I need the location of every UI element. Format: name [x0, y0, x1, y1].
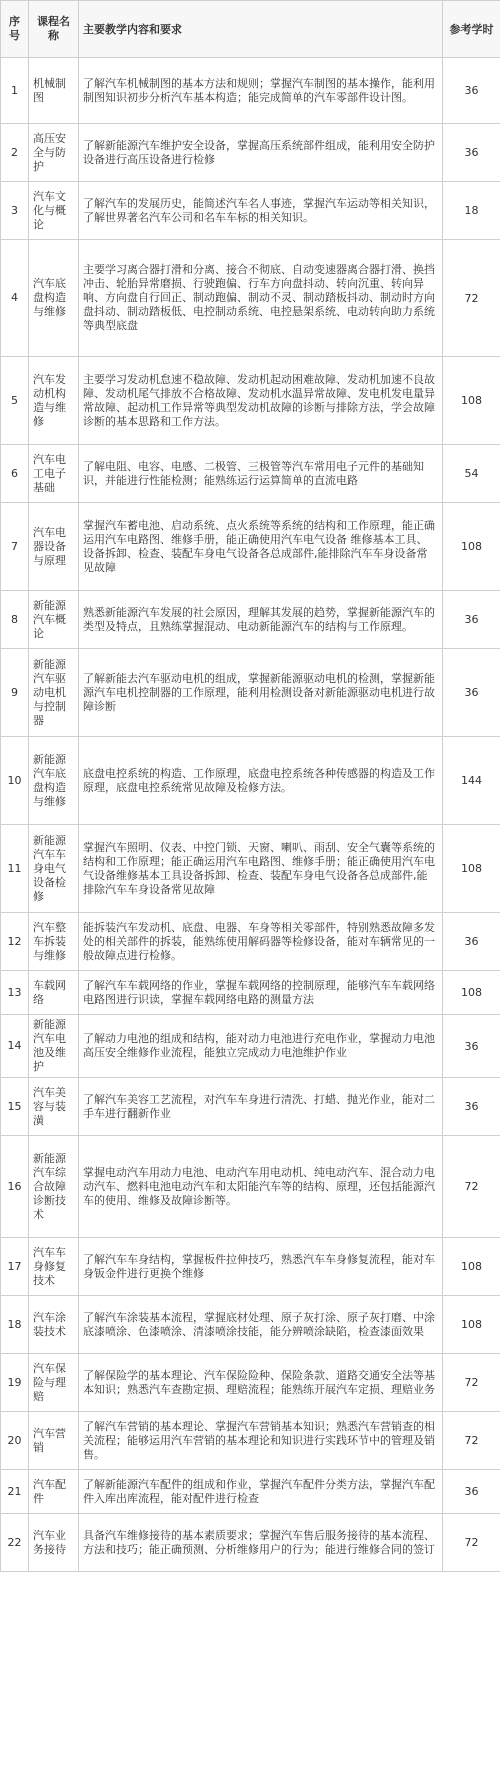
row-number: 11	[1, 825, 29, 913]
table-row	[1, 825, 500, 913]
row-number: 3	[1, 182, 29, 240]
row-number: 15	[1, 1078, 29, 1136]
table-row	[1, 1514, 500, 1572]
course-hours: 36	[443, 913, 500, 971]
row-number: 6	[1, 445, 29, 503]
course-name: 汽车业务接待	[29, 1514, 79, 1572]
course-name: 汽车电器设备与原理	[29, 503, 79, 591]
course-name: 汽车涂装技术	[29, 1296, 79, 1354]
course-name: 汽车发动机构造与维修	[29, 357, 79, 445]
course-content: 了解新能去汽车驱动电机的组成，掌握新能源驱动电机的检测，掌握新能源汽车电机控制器的工作原理，能利用检测设备对新能源驱动电机进行故障诊断	[79, 649, 443, 737]
course-content: 了解汽车机械制图的基本方法和规则；掌握汽车制图的基本操作，能利用制图知识初步分析汽车基本构造；能完成简单的汽车零部件设计图。	[79, 58, 443, 124]
course-content: 具备汽车维修接待的基本素质要求；掌握汽车售后服务接待的基本流程、方法和技巧；能正确预测、分析维修用户的行为；能进行维修合同的签订	[79, 1514, 443, 1572]
table-row	[1, 913, 500, 971]
course-name: 新能源汽车综合故障诊断技术	[29, 1136, 79, 1238]
course-hours: 108	[443, 503, 500, 591]
course-content: 掌握汽车照明、仪表、中控门锁、天窗、喇叭、雨刮、安全气囊等系统的结构和工作原理；能正确运用汽车电路图、维修手册；能正确使用汽车电气设备维修基本工具设备拆卸、检查、装配车身电气设备各总成部件,能排除汽车车身设备常见故障	[79, 825, 443, 913]
row-number: 8	[1, 591, 29, 649]
row-number: 20	[1, 1412, 29, 1470]
table-row	[1, 1015, 500, 1078]
course-name: 新能源汽车概论	[29, 591, 79, 649]
table-row	[1, 649, 500, 737]
table-row	[1, 357, 500, 445]
course-content: 掌握电动汽车用动力电池、电动汽车用电动机、纯电动汽车、混合动力电动汽车、燃料电池电动汽车和太阳能汽车等的结构、原理，还包括能源汽车的使用、维修及故障诊断等。	[79, 1136, 443, 1238]
course-hours: 54	[443, 445, 500, 503]
table-row	[1, 1238, 500, 1296]
course-name: 汽车保险与理赔	[29, 1354, 79, 1412]
course-hours: 72	[443, 1136, 500, 1238]
course-content: 了解汽车涂装基本流程，掌握底材处理、原子灰打涂、原子灰打磨、中涂底漆喷涂、色漆喷涂、清漆喷涂技能，能分辨喷涂缺陷，检查漆面效果	[79, 1296, 443, 1354]
table-row	[1, 445, 500, 503]
table-row	[1, 1296, 500, 1354]
row-number: 2	[1, 124, 29, 182]
course-hours: 72	[443, 1514, 500, 1572]
header-content: 主要教学内容和要求	[79, 1, 443, 58]
table-row	[1, 971, 500, 1015]
course-hours: 36	[443, 58, 500, 124]
course-content: 了解动力电池的组成和结构，能对动力电池进行充电作业，掌握动力电池高压安全维修作业流程，能独立完成动力电池维护作业	[79, 1015, 443, 1078]
row-number: 5	[1, 357, 29, 445]
course-hours: 108	[443, 825, 500, 913]
row-number: 21	[1, 1470, 29, 1514]
course-name: 汽车文化与概论	[29, 182, 79, 240]
course-hours: 108	[443, 1238, 500, 1296]
header-hours: 参考学时	[443, 1, 500, 58]
course-hours: 36	[443, 591, 500, 649]
course-content: 了解保险学的基本理论、汽车保险险种、保险条款、道路交通安全法等基本知识；熟悉汽车查勘定损、理赔流程；能熟练开展汽车定损、理赔业务	[79, 1354, 443, 1412]
table-row	[1, 182, 500, 240]
course-content: 主要学习离合器打滑和分离、接合不彻底、自动变速器离合器打滑、换挡冲击、轮胎异常磨损、行驶跑偏、行车方向盘抖动、转向沉重、转向异响、方向盘自行回正、制动跑偏、制动不灵、制动踏板抖动、制动时方向盘抖动、制动踏板低、电控制动系统、电控悬架系统、电动转向助力系统等典型底盘	[79, 240, 443, 357]
course-name: 汽车底盘构造与维修	[29, 240, 79, 357]
course-content: 熟悉新能源汽车发展的社会原因，理解其发展的趋势，掌握新能源汽车的类型及特点，且熟练掌握混动、电动新能源汽车的结构与工作原理。	[79, 591, 443, 649]
course-name: 新能源汽车车身电气设备检修	[29, 825, 79, 913]
course-name: 高压安全与防护	[29, 124, 79, 182]
course-hours: 144	[443, 737, 500, 825]
course-name: 新能源汽车驱动电机与控制器	[29, 649, 79, 737]
course-name: 新能源汽车底盘构造与维修	[29, 737, 79, 825]
course-content: 能拆装汽车发动机、底盘、电器、车身等相关零部件，特别熟悉故障多发处的相关部件的拆装，能熟练使用解码器等检修设备，能对车辆常见的一般故障点进行检修。	[79, 913, 443, 971]
course-content: 了解汽车营销的基本理论、掌握汽车营销基本知识；熟悉汽车营销查的相关流程；能够运用汽车营销的基本理论和知识进行实践环节中的管理及销售。	[79, 1412, 443, 1470]
course-name: 车载网络	[29, 971, 79, 1015]
course-hours: 36	[443, 1015, 500, 1078]
table-row	[1, 591, 500, 649]
course-content: 了解新能源汽车配件的组成和作业，掌握汽车配件分类方法，掌握汽车配件入库出库流程，能对配件进行检查	[79, 1470, 443, 1514]
table-row	[1, 58, 500, 124]
course-content: 了解汽车的发展历史，能简述汽车名人事迹，掌握汽车运动等相关知识，了解世界著名汽车公司和名车车标的相关知识。	[79, 182, 443, 240]
course-content: 主要学习发动机怠速不稳故障、发动机起动困难故障、发动机加速不良故障、发动机尾气排放不合格故障、发动机水温异常故障、发电机发电量异常故障、起动机工作异常等典型发动机故障的诊断与排除方法，学会故障诊断的基本思路和工作方法。	[79, 357, 443, 445]
course-hours: 72	[443, 1412, 500, 1470]
header-course-name: 课程名称	[29, 1, 79, 58]
course-name: 汽车整车拆装与维修	[29, 913, 79, 971]
course-name: 新能源汽车电池及维护	[29, 1015, 79, 1078]
course-name: 汽车电工电子基础	[29, 445, 79, 503]
course-content: 掌握汽车蓄电池、启动系统、点火系统等系统的结构和工作原理，能正确运用汽车电路图、维修手册，能正确使用汽车电气设备 维修基本工具、设备拆卸、检查、装配车身电气设备各总成部件,能排除汽车车身设备常见故障	[79, 503, 443, 591]
course-content: 了解汽车美容工艺流程，对汽车车身进行清洗、打蜡、抛光作业，能对二手车进行翻新作业	[79, 1078, 443, 1136]
course-hours: 72	[443, 1354, 500, 1412]
table-header-row	[1, 1, 500, 58]
course-hours: 36	[443, 649, 500, 737]
course-name: 机械制图	[29, 58, 79, 124]
course-name: 汽车美容与装潢	[29, 1078, 79, 1136]
course-hours: 72	[443, 240, 500, 357]
course-hours: 18	[443, 182, 500, 240]
row-number: 4	[1, 240, 29, 357]
course-hours: 108	[443, 1296, 500, 1354]
course-content: 了解汽车车身结构，掌握板件拉伸技巧，熟悉汽车车身修复流程，能对车身钣金件进行更换个维修	[79, 1238, 443, 1296]
row-number: 1	[1, 58, 29, 124]
row-number: 22	[1, 1514, 29, 1572]
table-row	[1, 1412, 500, 1470]
course-name: 汽车营销	[29, 1412, 79, 1470]
row-number: 17	[1, 1238, 29, 1296]
table-row	[1, 1354, 500, 1412]
course-hours: 108	[443, 357, 500, 445]
course-content: 了解新能源汽车维护安全设备，掌握高压系统部件组成，能利用安全防护设备进行高压设备进行检修	[79, 124, 443, 182]
course-content: 了解电阻、电容、电感、二极管、三极管等汽车常用电子元件的基础知识，并能进行性能检测；能熟练运行运算简单的直流电路	[79, 445, 443, 503]
course-hours: 108	[443, 971, 500, 1015]
table-row	[1, 1078, 500, 1136]
row-number: 7	[1, 503, 29, 591]
row-number: 13	[1, 971, 29, 1015]
course-content: 底盘电控系统的构造、工作原理，底盘电控系统各种传感器的构造及工作原理，底盘电控系统常见故障及检修方法。	[79, 737, 443, 825]
table-row	[1, 1470, 500, 1514]
course-hours: 36	[443, 124, 500, 182]
course-hours: 36	[443, 1470, 500, 1514]
table-row	[1, 737, 500, 825]
course-content: 了解汽车车载网络的作业，掌握车载网络的控制原理，能够汽车车载网络 电路图进行识读，掌握车载网络电路的测量方法	[79, 971, 443, 1015]
course-name: 汽车车身修复技术	[29, 1238, 79, 1296]
row-number: 10	[1, 737, 29, 825]
table-row	[1, 124, 500, 182]
table-row	[1, 1136, 500, 1238]
row-number: 19	[1, 1354, 29, 1412]
header-number: 序号	[1, 1, 29, 58]
row-number: 9	[1, 649, 29, 737]
course-name: 汽车配件	[29, 1470, 79, 1514]
table-row	[1, 503, 500, 591]
row-number: 14	[1, 1015, 29, 1078]
table-row	[1, 240, 500, 357]
course-hours: 36	[443, 1078, 500, 1136]
row-number: 18	[1, 1296, 29, 1354]
row-number: 16	[1, 1136, 29, 1238]
row-number: 12	[1, 913, 29, 971]
